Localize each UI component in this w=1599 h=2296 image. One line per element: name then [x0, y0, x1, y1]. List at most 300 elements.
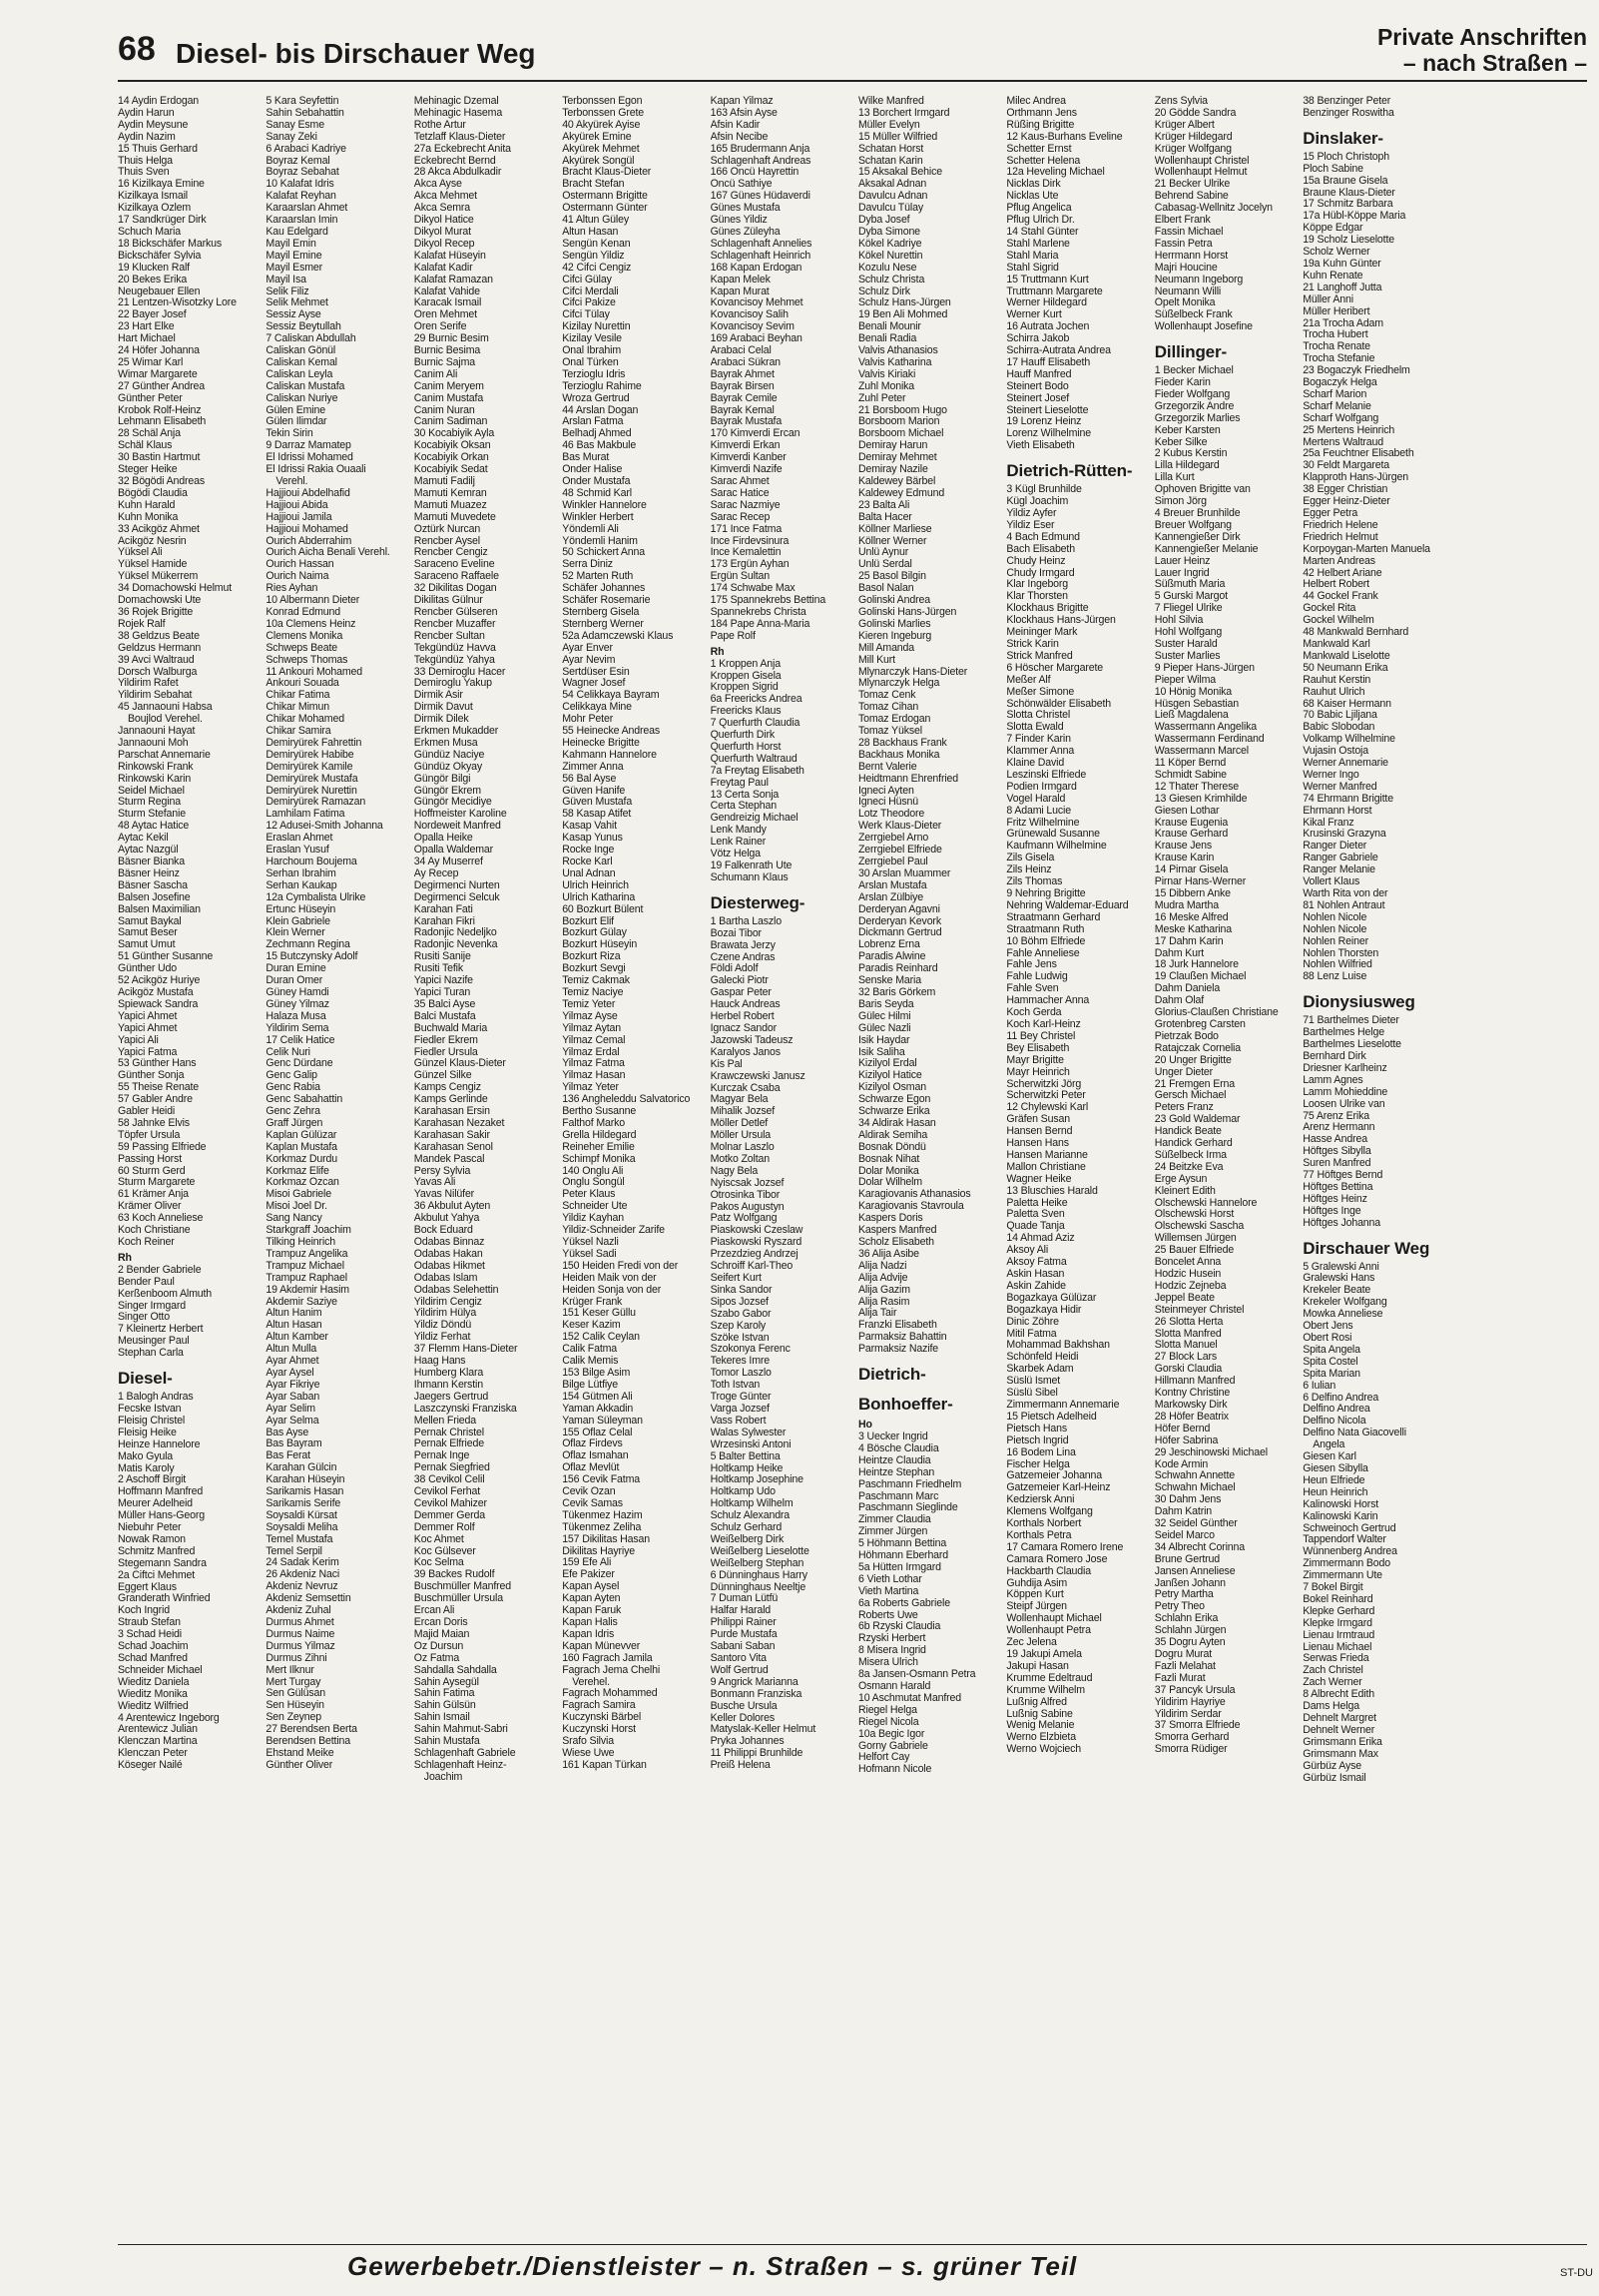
directory-entry: 32 Baris Görkem [857, 986, 936, 998]
directory-entry: 4 Arentewicz Ingeborg [118, 1712, 220, 1724]
directory-entry: Igneci Ayten [857, 785, 914, 797]
directory-entry: Parschat Annemarie [118, 749, 211, 761]
directory-entry: 2 Kubus Kerstin [1154, 448, 1228, 460]
directory-entry: 12 Thater Therese [1154, 781, 1240, 793]
directory-entry: 4 Breuer Brunhilde [1154, 508, 1241, 519]
directory-entry: Opalla Waldemar [413, 845, 493, 857]
directory-entry: Boyraz Sebahat [266, 167, 339, 179]
directory-entry: Steinmeyer Christel [1154, 1304, 1245, 1316]
directory-entry: Dikyol Recep [413, 238, 475, 250]
directory-entry: Temiz Cakmak [562, 975, 630, 987]
directory-entry: Tomaz Yüksel [857, 726, 922, 738]
directory-entry: Schäfer Johannes [562, 583, 646, 595]
directory-entry: Mankwald Karl [1303, 638, 1370, 650]
directory-entry: Schirra-Autrata Andrea [1006, 345, 1111, 357]
directory-entry: Behrend Sabine [1154, 191, 1229, 203]
directory-entry: Vogel Harald [1006, 793, 1066, 805]
directory-entry: Hoffmann Manfred [118, 1486, 204, 1498]
directory-entry: Opelt Monika [1154, 297, 1216, 309]
directory-entry: Kamps Gerlinde [413, 1094, 488, 1106]
directory-entry: Hillmann Manfred [1154, 1376, 1236, 1388]
directory-entry: Bäsner Heinz [118, 867, 180, 879]
directory-entry: Caliskan Kemal [266, 356, 337, 368]
directory-entry: Humberg Klara [413, 1367, 484, 1379]
directory-entry: Scharf Marion [1303, 388, 1367, 400]
directory-column [1155, 96, 1295, 2220]
directory-entry: Haag Hans [413, 1356, 466, 1368]
directory-entry: Berendsen Bettina [266, 1736, 351, 1748]
directory-entry: Bozkurt Riza [562, 951, 621, 963]
directory-entry: Schumann Klaus [710, 871, 789, 883]
directory-entry: Misera Ulrich [857, 1657, 918, 1669]
directory-entry: Fagrach Mohammed [562, 1688, 658, 1700]
directory-entry: Misoi Gabriele [266, 1189, 331, 1201]
directory-entry: Nyiscsak Jozsef [710, 1177, 785, 1189]
directory-entry: Chikar Mohamed [266, 714, 344, 726]
directory-entry: Yildiz Ferhat [413, 1332, 471, 1344]
directory-entry: Yilmaz Cemal [562, 1034, 626, 1046]
directory-entry: Rüßing Brigitte [1006, 119, 1075, 131]
directory-entry: Werner Hildegard [1006, 297, 1087, 309]
directory-entry: Genc Sabahattin [266, 1094, 343, 1106]
directory-entry: 18 Bickschäfer Markus [118, 238, 223, 250]
directory-entry: Pieper Wilma [1154, 674, 1216, 686]
directory-entry: 3 Schad Heidi [118, 1629, 183, 1641]
directory-entry: Scherwitzki Peter [1006, 1090, 1086, 1102]
directory-entry: Akyürek Mehmet [562, 143, 640, 155]
directory-entry: Rinkowski Frank [118, 761, 194, 773]
page-number: 68 [118, 30, 156, 68]
directory-entry: Mowka Anneliese [1303, 1309, 1383, 1321]
directory-entry: Yüksel Mükerrem [118, 571, 199, 583]
directory-entry: Dikilitas Hayriye [562, 1545, 635, 1557]
directory-entry: Sturm Margarete [118, 1177, 196, 1189]
directory-entry: 48 Aytac Hatice [118, 821, 190, 833]
directory-entry: 161 Kapan Türkan [562, 1759, 647, 1771]
directory-entry: Korpoygan-Marten Manuela [1303, 543, 1430, 555]
directory-entry: Hodzic Husein [1154, 1269, 1222, 1280]
directory-entry: Erkmen Musa [413, 737, 478, 749]
directory-entry: Lienau Michael [1303, 1641, 1372, 1653]
directory-entry: Koc Gülsever [413, 1545, 476, 1557]
directory-entry: Süßmuth Maria [1154, 579, 1226, 591]
directory-entry: 7 Fliegel Ulrike [1154, 603, 1223, 615]
directory-entry: Szep Karoly [710, 1320, 767, 1332]
directory-entry: Akyürek Emine [562, 131, 632, 143]
directory-entry: Strick Karin [1006, 638, 1059, 650]
directory-entry: Mehinagic Hasema [413, 107, 503, 119]
directory-entry: Rencber Muzaffer [413, 618, 496, 630]
directory-entry: Angela [1313, 1439, 1345, 1451]
directory-entry: Bogazkaya Gülüzar [1006, 1292, 1097, 1304]
directory-entry: Nohlen Thorsten [1303, 947, 1379, 959]
directory-entry: Kerßenboom Almuth [118, 1288, 213, 1300]
directory-entry: Szokonya Ferenc [710, 1344, 791, 1356]
directory-entry: Temel Mustafa [266, 1533, 333, 1545]
directory-entry: Ergün Sultan [710, 571, 771, 583]
directory-entry: Werno Wojciech [1006, 1744, 1082, 1756]
directory-entry: Kizilyol Hatice [857, 1070, 922, 1082]
directory-entry: Schmidt Sabine [1154, 769, 1227, 781]
directory-entry: Grella Hildegard [562, 1129, 637, 1141]
directory-entry: Kamps Cengiz [413, 1082, 481, 1094]
directory-entry: Gabler Heidi [118, 1106, 176, 1118]
directory-entry: 11 Ankouri Mohamed [266, 666, 363, 678]
directory-entry: Brawata Jerzy [710, 939, 776, 951]
directory-entry: Caliskan Mustafa [266, 380, 345, 392]
directory-entry: Güney Yilmaz [266, 998, 329, 1010]
directory-entry: Degirmenci Selcuk [413, 891, 500, 903]
directory-entry: Rocke Inge [562, 845, 615, 857]
directory-entry: 13 Borchert Irmgard [857, 107, 950, 119]
directory-entry: Kapan Yilmaz [710, 96, 774, 107]
directory-entry: Sessiz Ayse [266, 309, 321, 321]
directory-entry: Mudra Martha [1154, 899, 1219, 911]
directory-entry: Ranger Gabriele [1303, 853, 1378, 864]
directory-entry: Wollenhaupt Petra [1006, 1625, 1091, 1637]
directory-entry: Genc Rabia [266, 1082, 320, 1094]
directory-entry: Zils Thomas [1006, 876, 1063, 888]
directory-entry: 150 Heiden Fredi von der [562, 1260, 679, 1272]
directory-entry: Bayrak Ahmet [710, 368, 775, 380]
directory-entry: Wroza Gertrud [562, 392, 630, 404]
directory-entry: Ayar Enver [562, 642, 613, 654]
directory-entry: Yöndemli Ali [562, 523, 619, 535]
directory-entry: Günther Sonja [118, 1070, 185, 1082]
directory-entry: Aksakal Adnan [857, 179, 927, 191]
directory-entry: 15 Pietsch Adelheid [1006, 1411, 1097, 1423]
directory-entry: Kasap Vahit [562, 821, 617, 833]
directory-entry: Dikilitas Gülnur [413, 595, 483, 607]
directory-entry: 34 Aldirak Hasan [857, 1117, 936, 1129]
directory-entry: 19 Scholz Lieselotte [1303, 235, 1395, 247]
directory-entry: 5a Hütten Irmgard [857, 1561, 941, 1573]
directory-entry: Granderath Winfried [118, 1593, 211, 1605]
directory-entry: Unger Dieter [1154, 1066, 1214, 1078]
directory-entry: Chudy Heinz [1006, 555, 1066, 567]
directory-entry: Holtkamp Heike [710, 1462, 784, 1474]
directory-entry: Kode Armin [1154, 1458, 1209, 1470]
directory-entry: Kedziersk Anni [1006, 1494, 1075, 1506]
directory-entry: 5 Balter Bettina [710, 1450, 781, 1462]
directory-entry: Radonjic Nevenka [413, 939, 498, 951]
directory-entry: Yildirim Serdar [1154, 1708, 1222, 1720]
directory-entry: Wilke Manfred [857, 96, 924, 107]
directory-entry: 12 Chylewski Karl [1006, 1102, 1089, 1114]
directory-entry: Gräfen Susan [1006, 1114, 1070, 1126]
directory-entry: Yildirim Sebahat [118, 690, 193, 702]
directory-entry: Klepke Gerhard [1303, 1605, 1375, 1617]
directory-entry: Karalyos Janos [710, 1046, 781, 1058]
directory-entry: 10 Aschmutat Manfred [857, 1692, 961, 1704]
directory-entry: Günzel Klaus-Dieter [413, 1058, 506, 1070]
directory-entry: Schatan Horst [857, 143, 924, 155]
directory-entry: Kapan Idris [562, 1628, 615, 1640]
directory-entry: Mohr Peter [562, 714, 614, 726]
directory-entry: Yildiz Eser [1006, 519, 1055, 531]
directory-entry: Zimmer Claudia [857, 1514, 931, 1526]
directory-entry: Schulz Gerhard [710, 1522, 783, 1534]
directory-entry: Süslü Ismet [1006, 1376, 1061, 1388]
directory-entry: 163 Afsin Ayse [710, 107, 778, 119]
directory-entry: Jakupi Hasan [1006, 1660, 1069, 1672]
directory-entry: Güngör Ekrem [413, 785, 481, 797]
directory-entry: Dikyol Hatice [413, 215, 474, 227]
directory-entry: Cifci Gülay [562, 274, 612, 286]
directory-entry: Nagy Bela [710, 1165, 759, 1177]
directory-entry: Wagner Josef [562, 678, 626, 690]
directory-entry: Yildirim Hayriye [1154, 1696, 1226, 1708]
directory-entry: Günes Yildiz [710, 215, 768, 227]
directory-entry: Steipf Jürgen [1006, 1601, 1067, 1613]
directory-entry: Davulcu Tülay [857, 203, 923, 215]
directory-entry: Yildiz Döndü [413, 1320, 472, 1332]
section-label [1377, 24, 1587, 76]
directory-entry: Kökel Kadriye [857, 238, 922, 250]
directory-entry: Hohl Silvia [1154, 615, 1204, 627]
directory-entry: Giesen Karl [1303, 1451, 1356, 1463]
directory-entry: Canim Mustafa [413, 392, 484, 404]
directory-entry: Yavas Ali [413, 1177, 456, 1189]
directory-entry: Aydin Harun [118, 107, 175, 119]
directory-entry: 37 Flemm Hans-Dieter [413, 1344, 518, 1356]
directory-entry: Ercan Ali [413, 1605, 455, 1617]
directory-entry: Schwahn Michael [1154, 1482, 1236, 1494]
directory-entry: Durmus Naime [266, 1628, 335, 1640]
directory-entry: Schweps Thomas [266, 654, 348, 666]
directory-entry: Hajjioui Jamila [266, 511, 332, 523]
directory-entry: Fahle Sven [1006, 983, 1059, 995]
directory-entry: Demiryürek Nurettin [266, 785, 357, 797]
directory-entry: Arslan Mustafa [857, 879, 927, 891]
directory-entry: 15a Braune Gisela [1303, 175, 1388, 187]
directory-entry: Motko Zoltan [710, 1153, 771, 1165]
directory-entry: 59 Passing Elfriede [118, 1141, 207, 1153]
directory-entry: 30 Bastin Hartmut [118, 452, 201, 464]
directory-entry: Alija Gazim [857, 1284, 910, 1296]
directory-entry: Tilking Heinrich [266, 1237, 336, 1248]
directory-entry: Sarikamis Serife [266, 1497, 341, 1509]
directory-entry: Sahin Mahmut-Sabri [413, 1724, 508, 1736]
directory-entry: Yapici Fatma [118, 1046, 178, 1058]
directory-entry: Ourich Aicha Benali Verehl. [266, 547, 390, 559]
directory-entry: 39 Backes Rudolf [413, 1569, 495, 1581]
directory-entry: Schulz Dirk [857, 286, 910, 297]
directory-entry: 19a Kuhn Günter [1303, 258, 1381, 270]
directory-entry: Ören Serife [413, 321, 467, 333]
directory-entry: Neugebauer Ellen [118, 286, 201, 297]
directory-entry: 173 Ergün Ayhan [710, 559, 790, 571]
directory-entry: Meske Katharina [1154, 923, 1233, 935]
directory-entry: Werner Ingo [1303, 769, 1359, 781]
street-heading: Dionysiusweg [1303, 992, 1415, 1012]
directory-entry: 11 Philippi Brunhilde [710, 1748, 803, 1760]
directory-entry: Magyar Bela [710, 1094, 769, 1106]
directory-entry: 14 Pirnar Gisela [1154, 864, 1229, 876]
directory-entry: Krekeler Wolfgang [1303, 1297, 1387, 1309]
directory-entry: 17 Hauff Elisabeth [1006, 356, 1091, 368]
directory-entry: Grzegorzik Andre [1154, 400, 1235, 412]
directory-entry: Kapan Faruk [562, 1605, 622, 1617]
directory-entry: Schulz Hans-Jürgen [857, 297, 951, 309]
directory-entry: 74 Ehrmann Brigitte [1303, 793, 1393, 805]
directory-entry: 14 Ahmad Aziz [1006, 1233, 1075, 1245]
directory-entry: 57 Gabler Andre [118, 1094, 193, 1106]
directory-entry: Ignacz Sandor [710, 1022, 777, 1034]
directory-entry: Jeppel Beate [1154, 1292, 1215, 1304]
directory-entry: Niebuhr Peter [118, 1522, 182, 1534]
directory-entry: 68 Kaiser Hermann [1303, 698, 1391, 710]
directory-entry: Heinze Hannelore [118, 1438, 201, 1450]
directory-entry: Durmus Ahmet [266, 1617, 334, 1628]
directory-entry: Mellen Frieda [413, 1415, 477, 1427]
directory-entry: Balta Hacer [857, 511, 912, 523]
directory-entry: Günzel Silke [413, 1070, 472, 1082]
directory-entry: Sahin Sebahattin [266, 107, 344, 119]
directory-entry: Brune Gertrud [1154, 1553, 1220, 1565]
directory-entry: Spiewack Sandra [118, 998, 199, 1010]
directory-entry: Piaskowski Czeslaw [710, 1225, 803, 1237]
directory-entry: Karacak Ismail [413, 297, 482, 309]
directory-entry: 6 Dünninghaus Harry [710, 1569, 807, 1581]
directory-entry: 16 Autrata Jochen [1006, 321, 1090, 333]
directory-entry: Mallon Christiane [1006, 1161, 1086, 1173]
directory-entry: Arslan Zülbiye [857, 891, 924, 903]
directory-entry: Scharf Melanie [1303, 400, 1371, 412]
directory-entry: Ploch Sabine [1303, 163, 1363, 175]
directory-entry: Zimmer Anna [562, 761, 624, 773]
directory-entry: 15 Truttmann Kurt [1006, 274, 1089, 286]
directory-entry: Celik Nuri [266, 1046, 310, 1058]
directory-entry: Askin Zahide [1006, 1280, 1066, 1292]
directory-entry: Grotenbreg Carsten [1154, 1018, 1246, 1030]
directory-column [858, 96, 998, 2220]
directory-entry: 17 Dahm Karin [1154, 935, 1224, 947]
directory-entry: Herbel Robert [710, 1011, 775, 1023]
directory-entry: Giesen Lothar [1154, 805, 1220, 817]
directory-entry: Akdemir Saziye [266, 1296, 337, 1308]
directory-entry: Bas Bayram [266, 1438, 322, 1450]
directory-entry: 6 Höscher Margarete [1006, 662, 1104, 674]
directory-entry: Sertdüser Esin [562, 666, 630, 678]
directory-entry: Schad Joachim [118, 1641, 189, 1653]
directory-entry: Caliskan Nuriye [266, 392, 338, 404]
directory-entry: 154 Gütmen Ali [562, 1391, 633, 1403]
directory-entry: Kannengießer Dirk [1154, 531, 1241, 543]
directory-entry: Güven Mustafa [562, 797, 633, 809]
directory-entry: Ratajczak Cornelia [1154, 1042, 1242, 1054]
directory-entry: Meßer Simone [1006, 686, 1075, 698]
directory-entry: Stahl Sigrid [1006, 262, 1059, 274]
directory-entry: Paletta Sven [1006, 1209, 1065, 1221]
directory-entry: 12 Adusei-Smith Johanna [266, 821, 383, 833]
directory-entry: Müller Heribert [1303, 305, 1370, 317]
directory-entry: Schlahn Jürgen [1154, 1625, 1227, 1637]
directory-entry: Tükenmez Hazim [562, 1509, 643, 1521]
directory-entry: Lußnig Alfred [1006, 1696, 1067, 1708]
directory-entry: 7 Kleinertz Herbert [118, 1324, 204, 1336]
directory-entry: Vieth Martina [857, 1585, 919, 1597]
directory-entry: Calik Memis [562, 1356, 619, 1368]
directory-entry: Güney Hamdi [266, 986, 329, 998]
directory-entry: Delfino Andrea [1303, 1404, 1370, 1416]
directory-entry: Klockhaus Brigitte [1006, 603, 1089, 615]
footer-code: ST-DU [1560, 2267, 1593, 2279]
directory-entry: 58 Kasap Atifet [562, 809, 632, 821]
directory-entry: 6 Iulian [1303, 1380, 1336, 1392]
directory-entry: Samut Beser [118, 927, 178, 939]
directory-entry: Zerrgiebel Paul [857, 857, 928, 867]
directory-entry: Wassermann Ferdinand [1154, 734, 1265, 746]
directory-entry: 52a Adamczewski Klaus [562, 630, 674, 642]
directory-entry: Verehl. [275, 476, 308, 487]
directory-entry: Schlahn Erika [1154, 1613, 1219, 1625]
directory-entry: Hansen Bernd [1006, 1126, 1073, 1138]
directory-entry: Loosen Ulrike van [1303, 1098, 1385, 1110]
directory-entry: Schlagenhaft Annelies [710, 238, 812, 250]
directory-entry: Serra Diniz [562, 559, 613, 571]
directory-entry: Genc Dürdane [266, 1058, 333, 1070]
directory-entry: Bey Elisabeth [1006, 1042, 1070, 1054]
directory-entry: Borsboom Marion [857, 416, 940, 428]
directory-entry: 159 Efe Ali [562, 1557, 612, 1569]
directory-entry: 70 Babic Ljiljana [1303, 710, 1377, 722]
directory-entry: Mayr Heinrich [1006, 1066, 1070, 1078]
directory-entry: Warth Rita von der [1303, 888, 1388, 899]
directory-entry: Isik Haydar [857, 1034, 910, 1046]
directory-entry: Schwahn Annette [1154, 1470, 1236, 1482]
directory-entry: Temiz Naciye [562, 986, 624, 998]
directory-column [118, 96, 258, 2220]
directory-entry: Hansen Marianne [1006, 1149, 1088, 1161]
directory-entry: Yaman Akkadin [562, 1403, 634, 1415]
directory-entry: Wünnenberg Andrea [1303, 1546, 1397, 1558]
directory-entry: 28 Schäl Anja [118, 428, 181, 440]
street-heading: Diesterweg- [710, 892, 805, 912]
directory-entry: Wolf Gertrud [710, 1664, 769, 1676]
directory-entry: Chudy Irmgard [1006, 567, 1075, 579]
directory-entry: Wollenhaupt Helmut [1154, 167, 1248, 179]
directory-entry: 52 Marten Ruth [562, 571, 634, 583]
directory-entry: 24 Höfer Johanna [118, 345, 200, 357]
directory-entry: Köseger Nailé [118, 1760, 183, 1772]
directory-entry: Dirmik Asir [413, 690, 463, 702]
directory-entry: Karahasan Nezaket [413, 1117, 505, 1129]
directory-entry: 40 Akyürek Ayise [562, 119, 641, 131]
directory-entry: Aydin Nazim [118, 131, 176, 143]
directory-entry: 8 Misera Ingrid [857, 1645, 926, 1657]
directory-entry: Glorius-Claußen Christiane [1154, 1007, 1279, 1019]
directory-entry: Aytac Nazgül [118, 845, 179, 857]
directory-entry: Bäsner Sascha [118, 879, 188, 891]
directory-entry: Paradis Alwine [857, 951, 926, 963]
directory-entry: 44 Arslan Dogan [562, 404, 639, 416]
directory-entry: Sengün Kenan [562, 238, 631, 250]
directory-entry: Zens Sylvia [1154, 96, 1208, 107]
directory-entry: Onglu Songül [562, 1177, 625, 1189]
directory-entry: Mamuti Fadilj [413, 476, 475, 487]
directory-entry: Isik Saliha [857, 1046, 905, 1058]
directory-entry: Pryka Johannes [710, 1736, 785, 1748]
directory-entry: 18 Jurk Hannelore [1154, 959, 1239, 971]
directory-entry: 25 Mertens Heinrich [1303, 424, 1395, 436]
directory-entry: Kizilkaya Ismail [118, 191, 189, 203]
directory-entry: Yildirim Cengiz [413, 1296, 482, 1308]
directory-entry: Kizilay Nurettin [562, 321, 631, 333]
directory-entry: 140 Onglu Ali [562, 1165, 624, 1177]
directory-entry: Karahasan Sakir [413, 1129, 490, 1141]
directory-entry: Rzyski Herbert [857, 1633, 926, 1645]
